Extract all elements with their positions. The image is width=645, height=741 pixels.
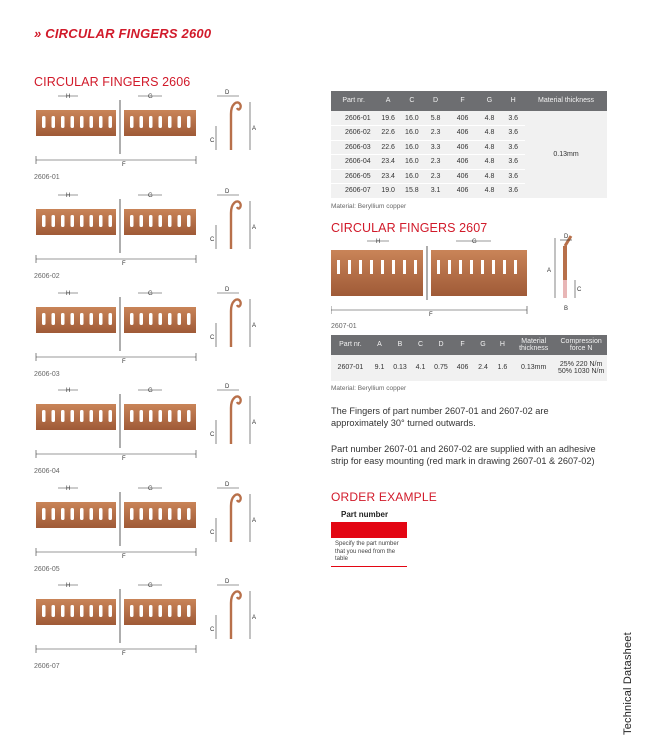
cell-part-number: 2606-07 <box>331 184 376 199</box>
table-cell: 2.4 <box>473 355 492 381</box>
main-title: » CIRCULAR FINGERS 2600 <box>34 26 212 41</box>
dim-label-c: C <box>210 335 215 341</box>
table-cell: 1.6 <box>493 355 512 381</box>
table-cell: 3.6 <box>501 111 525 126</box>
col-header-part: Part nr. <box>331 91 376 111</box>
side-label: Technical Datasheet <box>622 632 634 735</box>
drawing-svg <box>34 285 264 375</box>
table-cell: 4.8 <box>478 184 502 199</box>
col-header-h: H <box>501 91 525 111</box>
drawing-2606-07 <box>34 577 264 670</box>
dim-label-f: F <box>122 261 126 267</box>
table-cell: 4.8 <box>478 111 502 126</box>
dim-label-f: F <box>122 359 126 365</box>
dim-label-f: F <box>122 162 126 168</box>
col-header-a: A <box>376 91 400 111</box>
order-part-number-field <box>331 522 407 538</box>
dim-label-g: G <box>148 291 153 297</box>
material-note-2607: Material: Beryllium copper <box>331 385 407 392</box>
dim-label-g: G <box>148 583 153 589</box>
drawing-label: 2606-07 <box>34 663 60 670</box>
dim-label-d: D <box>225 90 230 96</box>
table-cell: 4.8 <box>478 126 502 141</box>
table-cell: 2.3 <box>424 169 448 184</box>
dim-label-h: H <box>66 291 71 297</box>
dim-f-2607: F <box>429 312 433 318</box>
drawing-2607-01 <box>331 232 611 332</box>
order-underline <box>331 566 407 567</box>
table-cell: 406 <box>452 355 474 381</box>
dim-b-2607: B <box>564 306 569 312</box>
compression-25: 25% 220 N/m <box>559 360 603 368</box>
table-cell: 3.6 <box>501 140 525 155</box>
dim-c-2607: C <box>577 287 582 293</box>
table-cell: 15.8 <box>400 184 424 199</box>
table-row <box>331 355 607 381</box>
table-cell: 16.0 <box>400 169 424 184</box>
material-note-2606: Material: Beryllium copper <box>331 203 407 210</box>
table-cell: 406 <box>447 140 477 155</box>
table-cell: 3.6 <box>501 184 525 199</box>
dim-label-c: C <box>210 530 215 536</box>
drawing-2606-03 <box>34 285 264 378</box>
drawing-svg <box>34 382 264 472</box>
dim-label-d: D <box>225 579 230 585</box>
table-cell: 16.0 <box>400 126 424 141</box>
dim-label-a: A <box>252 518 257 524</box>
order-part-number-label: Part number <box>341 510 389 519</box>
dim-g-2607: G <box>472 239 477 245</box>
col-header-2607: C <box>411 335 430 355</box>
dim-label-h: H <box>66 486 71 492</box>
col-header-d: D <box>424 91 448 111</box>
dim-label-c: C <box>210 237 215 243</box>
dim-label-h: H <box>66 388 71 394</box>
drawing-2606-04 <box>34 382 264 475</box>
dim-label-h: H <box>66 583 71 589</box>
dim-label-h: H <box>66 94 71 100</box>
table-cell: 406 <box>447 169 477 184</box>
paragraph-adhesive-strip: Part number 2607-01 and 2607-02 are supplied with an adhesive strip for easy mounting (red mark in drawing 2607-01 & 2607-02) <box>331 444 596 467</box>
table-cell: 23.4 <box>376 155 400 170</box>
dim-label-a: A <box>252 420 257 426</box>
spec-table-2606 <box>331 91 607 199</box>
drawing-label: 2606-03 <box>34 371 60 378</box>
drawing-2606-02 <box>34 187 264 280</box>
dim-label-c: C <box>210 432 215 438</box>
dim-label-a: A <box>252 615 257 621</box>
drawing-svg <box>34 577 264 667</box>
cell-material-thickness: 0.13mm <box>525 111 607 198</box>
cell-part-number: 2606-04 <box>331 155 376 170</box>
table-cell: 9.1 <box>370 355 389 381</box>
table-cell: 22.6 <box>376 140 400 155</box>
table-cell: 3.1 <box>424 184 448 199</box>
cell-part-number: 2606-05 <box>331 169 376 184</box>
col-header-material: Material thickness <box>525 91 607 111</box>
dim-label-c: C <box>210 627 215 633</box>
dim-label-g: G <box>148 486 153 492</box>
drawing-svg <box>34 88 264 178</box>
paragraph-turned-outwards: The Fingers of part number 2607-01 and 2607-02 are approximately 30° turned outwards. <box>331 406 549 429</box>
table-cell: 2.3 <box>424 126 448 141</box>
table-cell: 19.0 <box>376 184 400 199</box>
col-header-2607: Part nr. <box>331 335 370 355</box>
dim-label-g: G <box>148 94 153 100</box>
drawing-label: 2606-05 <box>34 566 60 573</box>
dim-label-a: A <box>252 323 257 329</box>
drawing-2606-01 <box>34 88 264 181</box>
table-cell: 23.4 <box>376 169 400 184</box>
table-cell: 3.6 <box>501 155 525 170</box>
table-header-row <box>331 91 607 111</box>
table-cell: 16.0 <box>400 111 424 126</box>
cell-part-number: 2607-01 <box>331 355 370 381</box>
table-cell: 4.8 <box>478 169 502 184</box>
cell-compression-force <box>555 355 607 381</box>
table-cell: 16.0 <box>400 140 424 155</box>
col-header-f: F <box>447 91 477 111</box>
dim-h-2607: H <box>376 239 381 245</box>
drawing-label: 2606-02 <box>34 273 60 280</box>
table-cell: 4.8 <box>478 155 502 170</box>
table-cell: 22.6 <box>376 126 400 141</box>
drawing-label-2607: 2607-01 <box>331 323 357 330</box>
dim-label-c: C <box>210 138 215 144</box>
dim-label-d: D <box>225 384 230 390</box>
drawing-svg <box>34 480 264 570</box>
section-title-2607: CIRCULAR FINGERS 2607 <box>331 221 488 235</box>
table-cell: 406 <box>447 111 477 126</box>
order-example-title: ORDER EXAMPLE <box>331 490 437 504</box>
drawing-svg <box>34 187 264 277</box>
cell-part-number: 2606-01 <box>331 111 376 126</box>
table-cell: 0.75 <box>430 355 452 381</box>
dim-label-d: D <box>225 482 230 488</box>
cell-part-number: 2606-02 <box>331 126 376 141</box>
col-header-g: G <box>478 91 502 111</box>
dim-label-d: D <box>225 287 230 293</box>
table-cell: 3.6 <box>501 126 525 141</box>
table-cell: 5.8 <box>424 111 448 126</box>
table-cell: 0.13mm <box>512 355 555 381</box>
dim-label-f: F <box>122 456 126 462</box>
col-header-2607: Material thickness <box>512 335 555 355</box>
drawing-2607-svg <box>331 232 611 332</box>
dim-label-a: A <box>252 225 257 231</box>
col-header-c: C <box>400 91 424 111</box>
col-header-2607: D <box>430 335 452 355</box>
table-cell: 4.8 <box>478 140 502 155</box>
order-hint-text: Specify the part number that you need from the table <box>335 541 399 562</box>
table-cell: 406 <box>447 184 477 199</box>
table-header-row-2607 <box>331 335 607 355</box>
spec-table-2607 <box>331 335 607 382</box>
dim-label-f: F <box>122 554 126 560</box>
table-cell: 3.6 <box>501 169 525 184</box>
dim-label-f: F <box>122 651 126 657</box>
table-cell: 3.3 <box>424 140 448 155</box>
col-header-2607: G <box>473 335 492 355</box>
table-cell: 406 <box>447 126 477 141</box>
table-row <box>331 111 607 126</box>
table-cell: 4.1 <box>411 355 430 381</box>
table-cell: 16.0 <box>400 155 424 170</box>
col-header-2607: B <box>389 335 411 355</box>
table-cell: 406 <box>447 155 477 170</box>
col-header-2607: Compression force N <box>555 335 607 355</box>
col-header-2607: A <box>370 335 389 355</box>
compression-50: 50% 1030 N/m <box>557 367 605 375</box>
drawing-2606-05 <box>34 480 264 573</box>
col-header-2607: H <box>493 335 512 355</box>
dim-d-2607: D <box>564 234 569 240</box>
table-cell: 19.6 <box>376 111 400 126</box>
dim-label-h: H <box>66 193 71 199</box>
table-cell: 0.13 <box>389 355 411 381</box>
cell-part-number: 2606-03 <box>331 140 376 155</box>
dim-label-g: G <box>148 388 153 394</box>
drawing-label: 2606-01 <box>34 174 60 181</box>
dim-label-d: D <box>225 189 230 195</box>
dim-label-g: G <box>148 193 153 199</box>
section-title-2606: CIRCULAR FINGERS 2606 <box>34 75 191 89</box>
table-cell: 2.3 <box>424 155 448 170</box>
dim-a-2607: A <box>547 268 552 274</box>
col-header-2607: F <box>452 335 474 355</box>
drawing-label: 2606-04 <box>34 468 60 475</box>
dim-label-a: A <box>252 126 257 132</box>
